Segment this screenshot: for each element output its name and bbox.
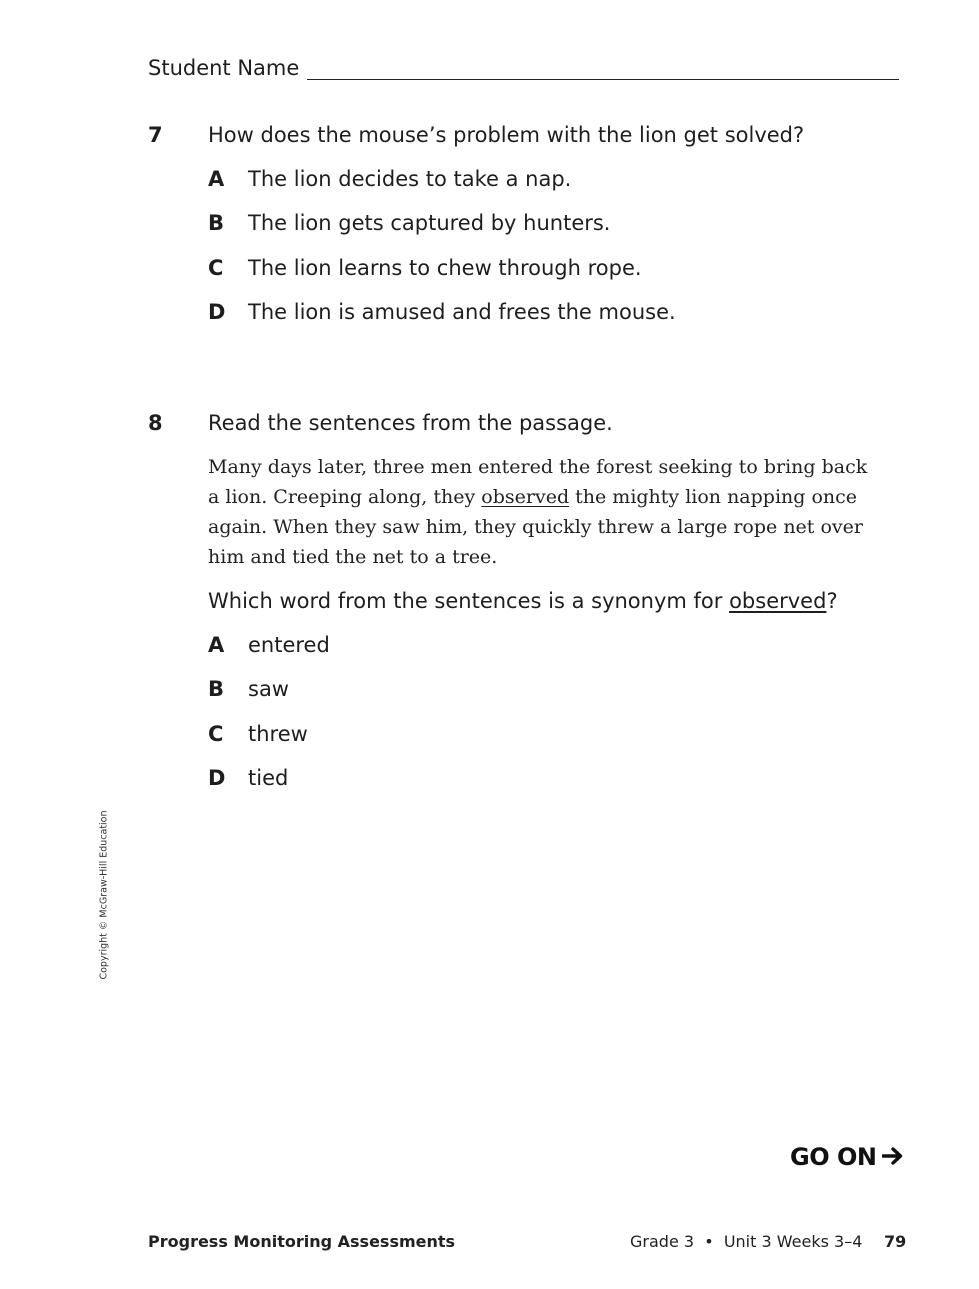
question-number: 8 [148, 411, 163, 435]
passage-text: the mighty lion napping once again. When they saw him, they quickly threw a large rope net over him and tied the net to a tree. [208, 486, 863, 568]
answer-choices [208, 164, 888, 327]
question-stem: Read the sentences from the passage. [208, 411, 613, 435]
choice-d[interactable] [208, 297, 888, 327]
choice-letter: C [208, 721, 224, 746]
choice-text: threw [248, 721, 308, 746]
passage-text: Many days later, three men entered the forest seeking to bring back a lion. Creeping along, they [208, 456, 868, 508]
footer-grade-unit: Grade 3 • Unit 3 Weeks 3–4 [630, 1232, 863, 1251]
choice-text: saw [248, 677, 289, 702]
choice-a[interactable] [208, 164, 888, 194]
underlined-word: observed [729, 589, 827, 613]
question-number: 7 [148, 123, 163, 147]
choice-letter: B [208, 211, 225, 236]
choice-letter: A [208, 633, 225, 657]
prompt-text: ? [826, 589, 838, 613]
choice-text: entered [248, 633, 330, 657]
choice-d[interactable] [208, 763, 888, 793]
choice-letter: D [208, 300, 226, 325]
choice-letter: D [208, 766, 226, 791]
underlined-word: observed [481, 486, 570, 508]
footer-title: Progress Monitoring Assessments [148, 1232, 456, 1251]
choice-text: The lion decides to take a nap. [248, 167, 572, 191]
arrow-right-icon [882, 1143, 904, 1171]
student-name-field[interactable] [307, 79, 899, 80]
choice-c[interactable] [208, 253, 888, 283]
student-name-label: Student Name [148, 56, 300, 80]
answer-choices [208, 630, 888, 793]
question-stem: How does the mouse’s problem with the lion get solved? [208, 123, 805, 147]
choice-letter: C [208, 255, 224, 280]
choice-letter: A [208, 167, 225, 191]
choice-text: The lion gets captured by hunters. [248, 211, 611, 236]
choice-c[interactable] [208, 719, 888, 749]
copyright-notice: Copyright © McGraw-Hill Education [98, 810, 110, 980]
choice-text: tied [248, 766, 289, 791]
page-number: 79 [884, 1232, 907, 1251]
choice-text: The lion learns to chew through rope. [248, 255, 642, 280]
choice-a[interactable] [208, 630, 888, 660]
passage-excerpt [208, 452, 868, 572]
prompt-text: Which word from the sentences is a synonym for [208, 589, 730, 613]
choice-b[interactable] [208, 208, 888, 238]
go-on-label: GO ON [790, 1143, 877, 1171]
go-on-indicator [790, 1143, 904, 1171]
question-7 [148, 120, 888, 342]
choice-letter: B [208, 677, 225, 702]
question-8 [148, 408, 888, 808]
student-name-row [148, 54, 899, 82]
choice-text: The lion is amused and frees the mouse. [248, 300, 676, 325]
choice-b[interactable] [208, 674, 888, 704]
question-prompt [208, 586, 888, 616]
